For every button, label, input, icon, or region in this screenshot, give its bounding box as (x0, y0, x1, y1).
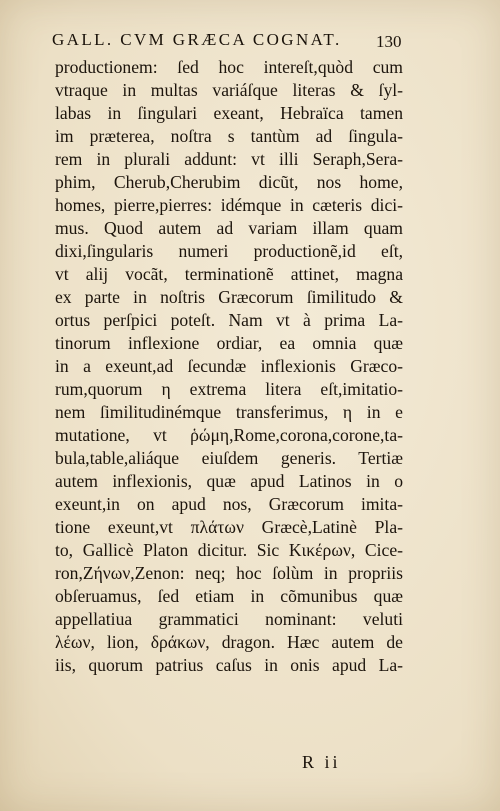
text-line: mutatione, vt ῥώμη,Rome,corona,corone,ta- (55, 425, 403, 445)
running-head: GALL. CVM GRÆCA COGNAT. (52, 30, 342, 49)
text-line: mus. Quod autem ad variam illam quam (55, 218, 403, 238)
body-text (55, 56, 403, 677)
text-line: to, Gallicè Platon dicitur. Sic Κικέρων, Cice- (55, 540, 403, 560)
text-line: rem in plurali addunt: vt illi Seraph,Sera- (55, 149, 403, 169)
text-line: dixi,ſingularis numeri productionẽ,id eſt, (55, 241, 403, 261)
text-line: iis, quorum patrius caſus in onis apud La- (55, 655, 403, 675)
text-line: vtraque in multas variáſque literas & ſyl- (55, 80, 403, 100)
text-line: ex parte in noſtris Græcorum ſimilitudo & (55, 287, 403, 307)
text-line: tinorum inflexione ordiar, ea omnia quæ (55, 333, 403, 353)
text-line: tione exeunt,vt πλάτων Græcè,Latinè Pla- (55, 517, 403, 537)
text-line: phim, Cherub,Cherubim dicũt, nos home, (55, 172, 403, 192)
page-number: 130 (376, 32, 402, 51)
text-line: exeunt,in on apud nos, Græcorum imita- (55, 494, 403, 514)
text-line: bula,table,aliáque eiuſdem generis. Tertiæ (55, 448, 403, 468)
text-line: ron,Ζήνων,Zenon: neq; hoc ſolùm in propriis (55, 563, 403, 583)
text-line: vt alij vocãt, terminationẽ attinet, magna (55, 264, 403, 284)
text-line: im præterea, noſtra s tantùm ad ſingula- (55, 126, 403, 146)
text-line: nem ſimilitudinémque transferimus, η in e (55, 402, 403, 422)
text-line: ortus perſpici poteſt. Nam vt à prima La- (55, 310, 403, 330)
text-line: homes, pierre,pierres: idémque in cæteris dici- (55, 195, 403, 215)
text-line: λέων, lion, δράκων, dragon. Hæc autem de (55, 632, 403, 652)
text-line: obſeruamus, ſed etiam in cõmunibus quæ (55, 586, 403, 606)
text-line: appellatiua grammatici nominant: veluti (55, 609, 403, 629)
signature-mark: R ii (302, 752, 341, 772)
text-line: in a exeunt,ad ſecundæ inflexionis Græco- (55, 356, 403, 376)
text-line: rum,quorum η extrema litera eſt,imitatio- (55, 379, 403, 399)
text-line: autem inflexionis, quæ apud Latinos in o (55, 471, 403, 491)
text-line: labas in ſingulari exeant, Hebraïca tamen (55, 103, 403, 123)
text-line: productionem: ſed hoc intereſt,quòd cum (55, 57, 403, 77)
